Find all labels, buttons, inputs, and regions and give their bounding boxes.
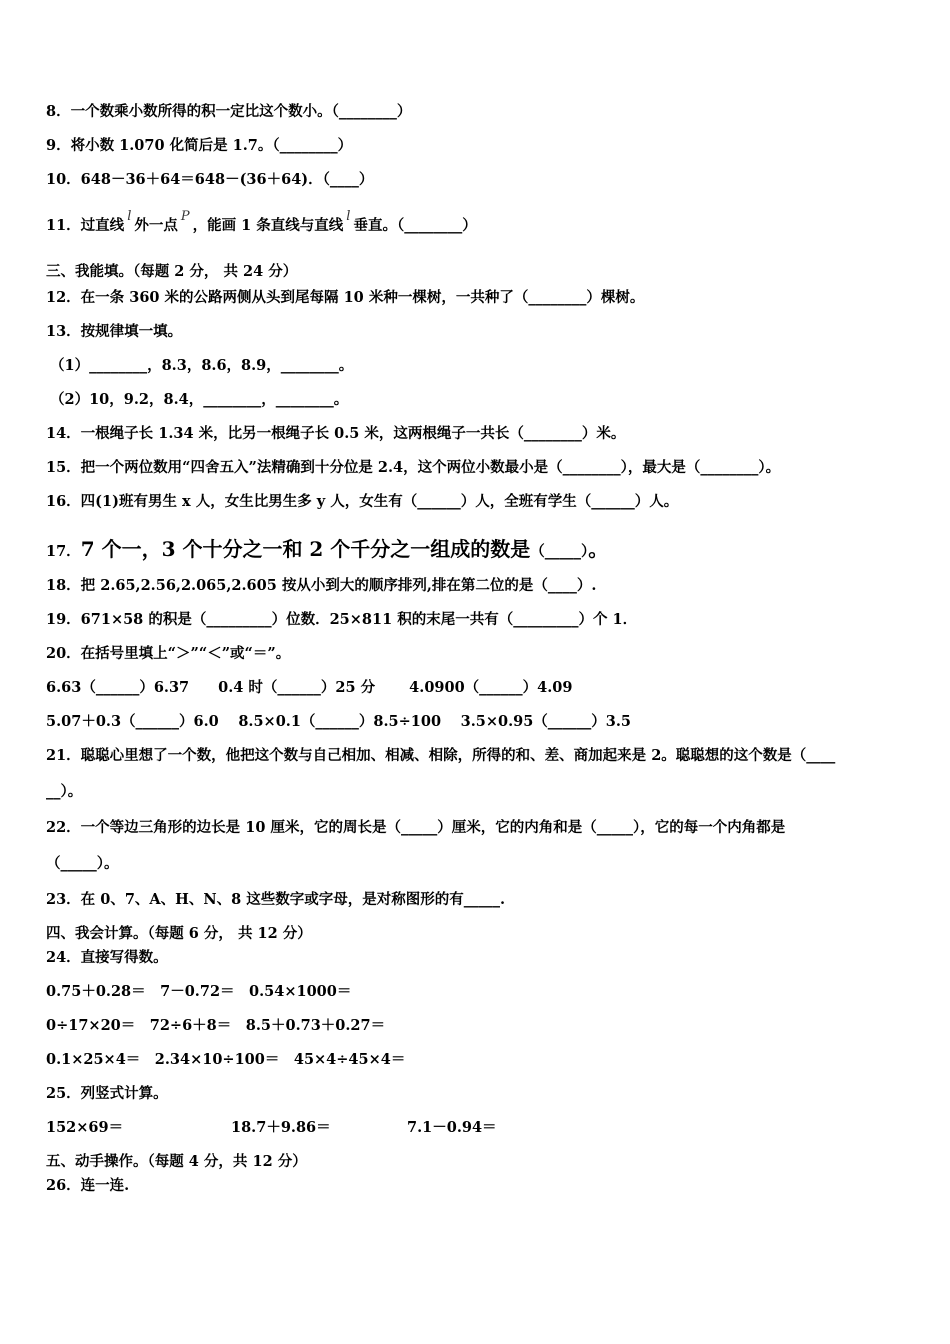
section-3-heading: 三、我能填。（每题 2 分， 共 24 分） [46, 263, 298, 280]
question-20-row-1: 6.63（______）6.37 0.4 时（______）25 分 4.0900（______）4.09 [46, 679, 573, 696]
question-9: 9．将小数 1.070 化简后是 1.7。（________） [46, 137, 353, 154]
question-16: 16．四(1)班有男生 x 人，女生比男生多 y 人，女生有（______）人，全班有学生（______）人。 [46, 493, 679, 510]
question-21-line-2: __）。 [46, 783, 83, 800]
question-25-item-c: 7.1－0.94＝ [407, 1119, 497, 1136]
question-26: 26．连一连. [46, 1177, 130, 1194]
question-25: 25．列竖式计算。 [46, 1085, 168, 1102]
question-17-number: 17． [46, 543, 81, 560]
question-25-item-a: 152×69＝ [46, 1119, 124, 1136]
question-24-row-1: 0.75＋0.28＝ 7－0.72＝ 0.54×1000＝ [46, 983, 352, 1000]
question-22-line-2: （_____）。 [46, 855, 119, 872]
point-p-symbol: P [180, 209, 190, 224]
question-15: 15．把一个两位数用“四舍五入”法精确到十分位是 2.4，这个两位小数最小是（________），最大是（________）。 [46, 459, 781, 476]
question-11-part-c: ，能画 1 条直线与直线 [192, 217, 344, 234]
question-14: 14．一根绳子长 1.34 米，比另一根绳子长 0.5 米，这两根绳子一共长（________）米。 [46, 425, 626, 442]
question-21-line-1: 21．聪聪心里想了一个数，他把这个数与自己相加、相减、相除，所得的和、差、商加起来是 2。聪聪想的这个数是（____ [46, 747, 836, 764]
line-l-symbol-2: l [346, 209, 351, 224]
section-4-heading: 四、我会计算。（每题 6 分， 共 12 分） [46, 925, 312, 942]
question-24-row-3: 0.1×25×4＝ 2.34×10÷100＝ 45×4÷45×4＝ [46, 1051, 406, 1068]
question-24-row-2: 0÷17×20＝ 72÷6＋8＝ 8.5＋0.73＋0.27＝ [46, 1017, 386, 1034]
question-12: 12．在一条 360 米的公路两侧从头到尾每隔 10 米种一棵树，一共种了（________）棵树。 [46, 289, 645, 306]
question-11 [46, 209, 477, 237]
question-10: 10．648－36＋64＝648－(36＋64)．（____） [46, 171, 374, 188]
question-17-text: 7 个一，3 个十分之一和 2 个千分之一组成的数是 [80, 537, 531, 561]
question-11-part-a: 11．过直线 [46, 217, 125, 234]
question-11-part-d: 垂直。（________） [353, 217, 477, 234]
question-18: 18．把 2.65,2.56,2.065,2.605 按从小到大的顺序排列,排在第二位的是（____）. [46, 577, 597, 594]
question-22-line-1: 22．一个等边三角形的边长是 10 厘米，它的周长是（_____）厘米，它的内角和是（_____），它的每一个内角都是 [46, 819, 786, 836]
question-20: 20．在括号里填上“＞”“＜”或“＝”。 [46, 645, 291, 662]
question-8: 8．一个数乘小数所得的积一定比这个数小。（________） [46, 103, 412, 120]
question-13-part-2: （2）10，9.2，8.4，________，________。 [50, 391, 349, 408]
question-17 [46, 536, 608, 565]
section-5-heading: 五、动手操作。（每题 4 分，共 12 分） [46, 1153, 307, 1170]
question-19: 19．671×58 的积是（_________）位数．25×811 积的末尾一共有（_________）个 1． [46, 611, 638, 628]
question-23: 23．在 0、7、A、H、N、8 这些数字或字母，是对称图形的有_____. [46, 891, 506, 908]
question-17-blank: （_____） [530, 543, 589, 560]
question-17-end: 。 [588, 537, 609, 561]
question-20-row-2: 5.07＋0.3（______）6.0 8.5×0.1（______）8.5÷100 3.5×0.95（______）3.5 [46, 713, 632, 730]
question-13-part-1: （1）________，8.3，8.6，8.9，________。 [50, 357, 354, 374]
question-25-item-b: 18.7＋9.86＝ [231, 1119, 331, 1136]
question-24: 24．直接写得数。 [46, 949, 168, 966]
question-11-part-b: 外一点 [134, 217, 178, 234]
question-13: 13．按规律填一填。 [46, 323, 183, 340]
line-l-symbol: l [127, 209, 132, 224]
